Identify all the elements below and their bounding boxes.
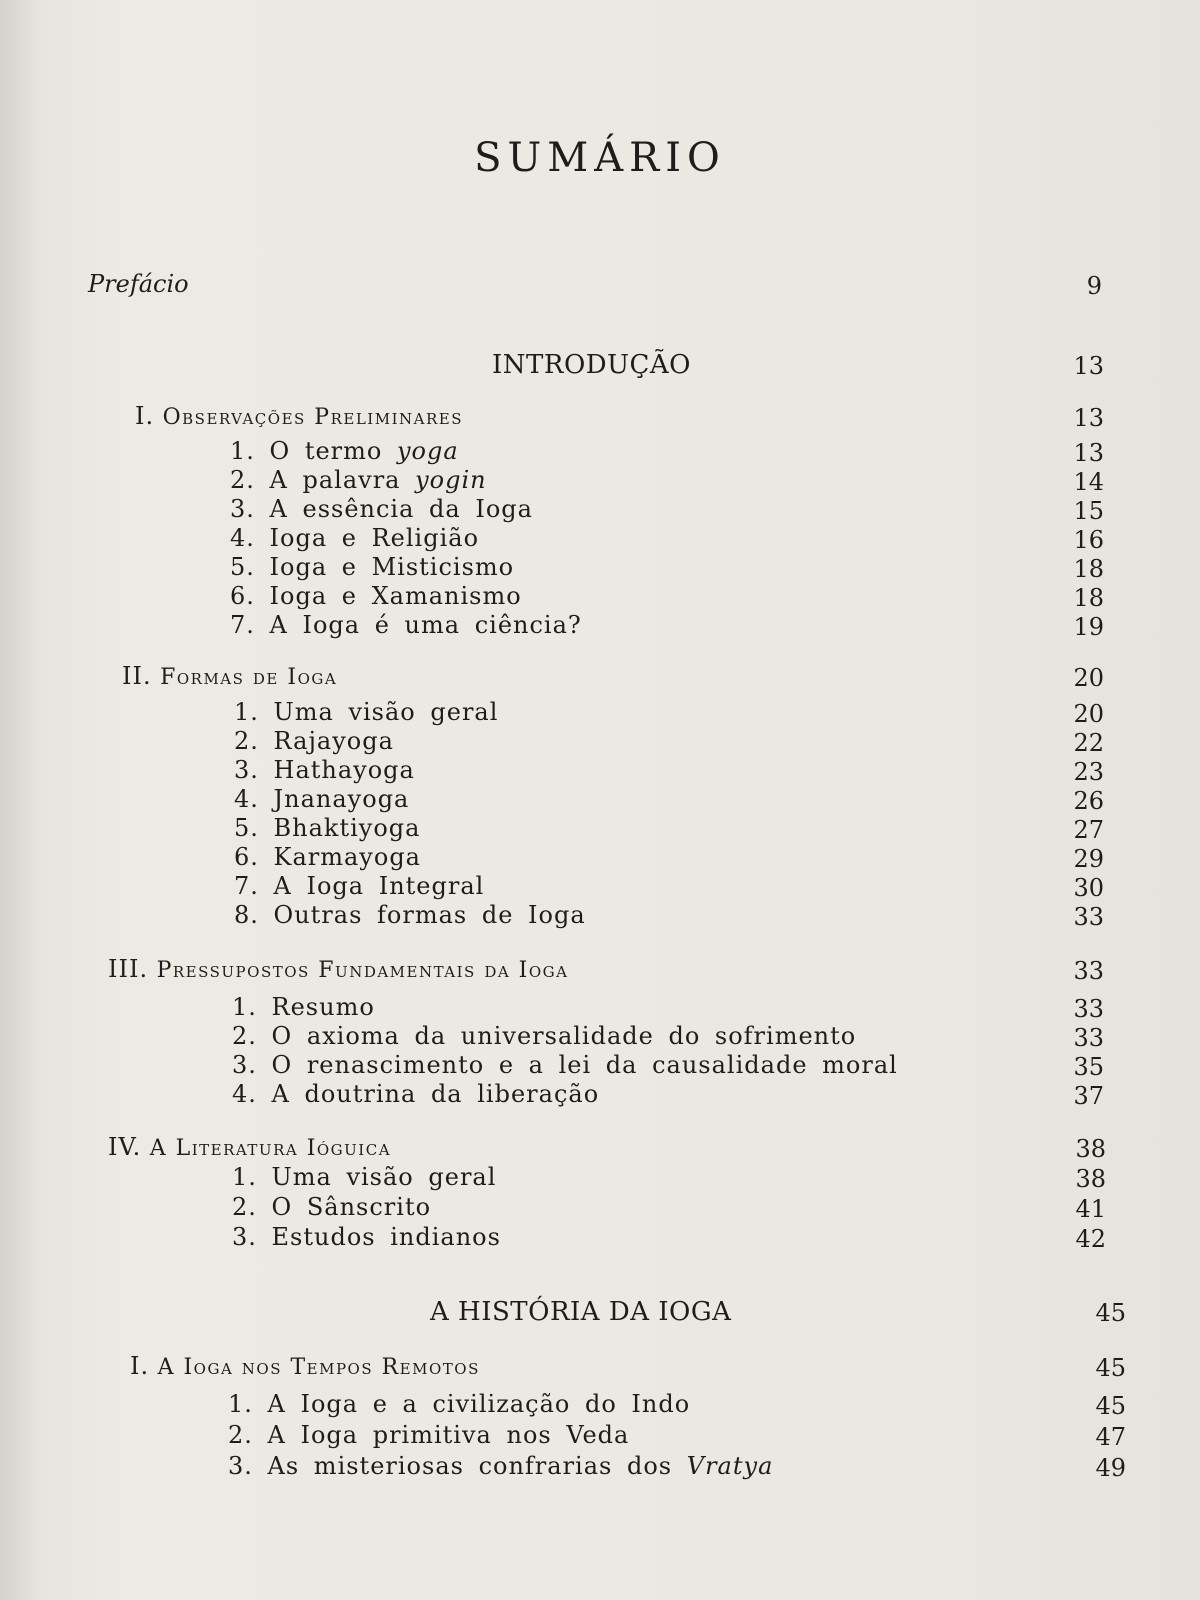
toc-item: 1. A Ioga e a civilização do Indo <box>228 1390 691 1418</box>
part-heading-introducao: INTRODUÇÃO <box>492 350 691 380</box>
toc-item-page: 26 <box>1073 787 1104 815</box>
section-page: 13 <box>1073 404 1104 432</box>
toc-item-page: 18 <box>1073 555 1104 583</box>
section-page: 45 <box>1095 1354 1126 1382</box>
toc-item: 8. Outras formas de Ioga <box>234 901 586 929</box>
section-page: 38 <box>1075 1135 1106 1163</box>
toc-item: 7. A Ioga é uma ciência? <box>230 611 582 639</box>
toc-item: 3. As misteriosas confrarias dos Vratya <box>228 1452 774 1480</box>
toc-item-page: 27 <box>1073 816 1104 844</box>
toc-item: 1. Uma visão geral <box>232 1163 497 1191</box>
toc-item-page: 38 <box>1075 1165 1106 1193</box>
toc-item: 4. Ioga e Religião <box>230 524 480 552</box>
toc-item-page: 13 <box>1073 439 1104 467</box>
preface-label: Prefácio <box>88 270 189 298</box>
toc-item: 2. O Sânscrito <box>232 1193 432 1221</box>
toc-item-page: 18 <box>1073 584 1104 612</box>
toc-item: 5. Bhaktiyoga <box>234 814 421 842</box>
toc-item-page: 33 <box>1073 1024 1104 1052</box>
toc-item: 2. A Ioga primitiva nos Veda <box>228 1421 630 1449</box>
section-heading: I. Observações Preliminares <box>135 402 463 430</box>
toc-item-page: 20 <box>1073 700 1104 728</box>
toc-item-page: 42 <box>1075 1225 1106 1253</box>
toc-item: 6. Ioga e Xamanismo <box>230 582 522 610</box>
section-heading: II. Formas de Ioga <box>122 662 338 690</box>
part-page: 13 <box>1073 352 1104 380</box>
toc-item: 2. O axioma da universalidade do sofrimento <box>232 1022 857 1050</box>
toc-item-page: 35 <box>1073 1053 1104 1081</box>
toc-item-page: 30 <box>1073 874 1104 902</box>
toc-item: 1. Resumo <box>232 993 375 1021</box>
toc-item: 4. Jnanayoga <box>234 785 410 813</box>
section-page: 33 <box>1073 957 1104 985</box>
preface-page: 9 <box>1086 272 1102 300</box>
toc-item: 3. A essência da Ioga <box>230 495 533 523</box>
section-page: 20 <box>1073 664 1104 692</box>
toc-item: 7. A Ioga Integral <box>234 872 485 900</box>
toc-item-page: 15 <box>1073 497 1104 525</box>
section-heading: III. Pressupostos Fundamentais da Ioga <box>108 955 569 983</box>
toc-item: 3. Estudos indianos <box>232 1223 501 1251</box>
section-heading: IV. A Literatura Ióguica <box>108 1133 392 1161</box>
toc-item: 5. Ioga e Misticismo <box>230 553 515 581</box>
part-page: 45 <box>1095 1299 1126 1327</box>
toc-item-page: 29 <box>1073 845 1104 873</box>
toc-item: 4. A doutrina da liberação <box>232 1080 600 1108</box>
part-heading-historia: A HISTÓRIA DA IOGA <box>430 1297 732 1327</box>
toc-item-page: 22 <box>1073 729 1104 757</box>
toc-item-page: 45 <box>1095 1392 1126 1420</box>
toc-item-page: 33 <box>1073 903 1104 931</box>
toc-item-page: 49 <box>1095 1454 1126 1482</box>
toc-item-page: 37 <box>1073 1082 1104 1110</box>
toc-item: 3. O renascimento e a lei da causalidade moral <box>232 1051 898 1079</box>
toc-item: 6. Karmayoga <box>234 843 421 871</box>
page-title: SUMÁRIO <box>474 135 726 181</box>
toc-item-page: 19 <box>1073 613 1104 641</box>
toc-item-page: 41 <box>1075 1195 1106 1223</box>
toc-item-page: 47 <box>1095 1423 1126 1451</box>
toc-item: 1. O termo yoga <box>230 437 459 465</box>
toc-item-page: 14 <box>1073 468 1104 496</box>
toc-item: 1. Uma visão geral <box>234 698 499 726</box>
toc-item: 2. Rajayoga <box>234 727 394 755</box>
section-heading: I. A Ioga nos Tempos Remotos <box>130 1352 480 1380</box>
toc-item: 3. Hathayoga <box>234 756 415 784</box>
toc-item: 2. A palavra yogin <box>230 466 487 494</box>
toc-item-page: 23 <box>1073 758 1104 786</box>
toc-item-page: 16 <box>1073 526 1104 554</box>
toc-item-page: 33 <box>1073 995 1104 1023</box>
